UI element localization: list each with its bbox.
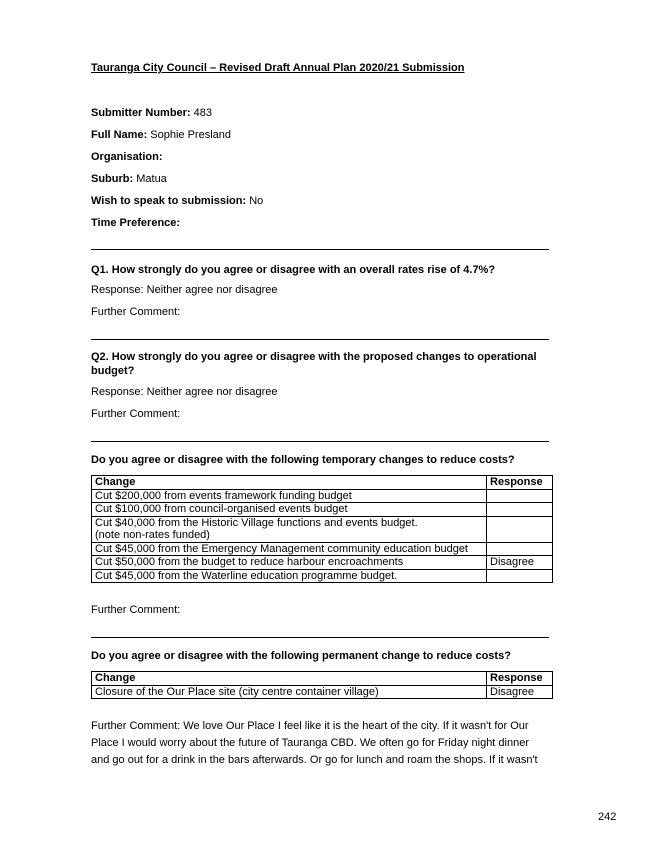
page-number: 242 (598, 811, 617, 823)
wish-to-speak-label: Wish to speak to submission: (91, 195, 247, 207)
change-cell (92, 516, 487, 542)
submitter-number-value: 483 (190, 107, 213, 119)
table-header-row (92, 476, 553, 490)
organisation-label: Organisation: (91, 151, 163, 163)
table-row (92, 556, 553, 570)
table-row (92, 516, 553, 542)
response-cell (487, 516, 553, 542)
q2-response: Response: Neither agree nor disagree (91, 386, 278, 398)
temporary-changes-table (91, 475, 553, 583)
change-cell: Cut $45,000 from the Emergency Management community education budget (92, 542, 487, 556)
change-note: (note non-rates funded) (95, 529, 210, 541)
comment-line: Place I would worry about the future of Tauranga CBD. We often go for Friday night dinner (91, 737, 530, 749)
response-cell (487, 542, 553, 556)
time-preference-label: Time Preference: (91, 217, 181, 229)
change-cell: Cut $100,000 from council-organised events budget (92, 503, 487, 517)
table-row (92, 542, 553, 556)
q1-question: Q1. How strongly do you agree or disagree with an overall rates rise of 4.7%? (91, 264, 496, 276)
q1-comment: Further Comment: (91, 306, 181, 318)
full-name-field (91, 129, 231, 141)
submitter-number-label: Submitter Number: (91, 107, 191, 119)
suburb-field (91, 173, 167, 185)
table-row (92, 503, 553, 517)
temporary-comment: Further Comment: (91, 604, 181, 616)
organisation-field (91, 151, 163, 163)
suburb-value: Matua (133, 173, 167, 185)
q1-response: Response: Neither agree nor disagree (91, 284, 278, 296)
submitter-number-field (91, 107, 212, 119)
wish-to-speak-value: No (246, 195, 264, 207)
table-row (92, 489, 553, 503)
document-title: Tauranga City Council – Revised Draft Annual Plan 2020/21 Submission (91, 62, 465, 74)
table-row (92, 685, 553, 699)
divider (91, 441, 549, 442)
permanent-question: Do you agree or disagree with the following permanent change to reduce costs? (91, 650, 511, 662)
temporary-question: Do you agree or disagree with the following temporary changes to reduce costs? (91, 454, 515, 466)
response-cell (487, 503, 553, 517)
response-cell: Disagree (487, 556, 553, 570)
response-cell (487, 489, 553, 503)
change-cell: Cut $200,000 from events framework funding budget (92, 489, 487, 503)
change-cell: Cut $45,000 from the Waterline education programme budget. (92, 569, 487, 583)
time-preference-field (91, 217, 180, 229)
suburb-label: Suburb: (91, 173, 134, 185)
response-cell: Disagree (487, 685, 553, 699)
header-response: Response (487, 672, 553, 686)
response-cell (487, 569, 553, 583)
change-line: Cut $40,000 from the Historic Village functions and events budget. (95, 516, 418, 529)
header-response: Response (487, 476, 553, 490)
comment-line: Further Comment: We love Our Place I feel like it is the heart of the city. If it wasn't for Our (91, 720, 529, 732)
full-name-value: Sophie Presland (147, 129, 232, 141)
divider (91, 249, 549, 250)
table-header-row (92, 672, 553, 686)
full-name-label: Full Name: (91, 129, 148, 141)
q2-question: Q2. How strongly do you agree or disagree with the proposed changes to operational budget? (91, 351, 537, 377)
header-change: Change (92, 476, 487, 490)
comment-line: and go out for a drink in the bars afterwards. Or go for lunch and roam the shops. If it wasn't (91, 754, 538, 766)
change-cell: Cut $50,000 from the budget to reduce harbour encroachments (92, 556, 487, 570)
permanent-changes-table (91, 671, 553, 699)
header-change: Change (92, 672, 487, 686)
divider (91, 637, 549, 638)
divider (91, 339, 549, 340)
q2-comment: Further Comment: (91, 408, 181, 420)
table-row (92, 569, 553, 583)
change-cell: Closure of the Our Place site (city centre container village) (92, 685, 487, 699)
permanent-comment (91, 718, 553, 769)
wish-to-speak-field (91, 195, 263, 207)
